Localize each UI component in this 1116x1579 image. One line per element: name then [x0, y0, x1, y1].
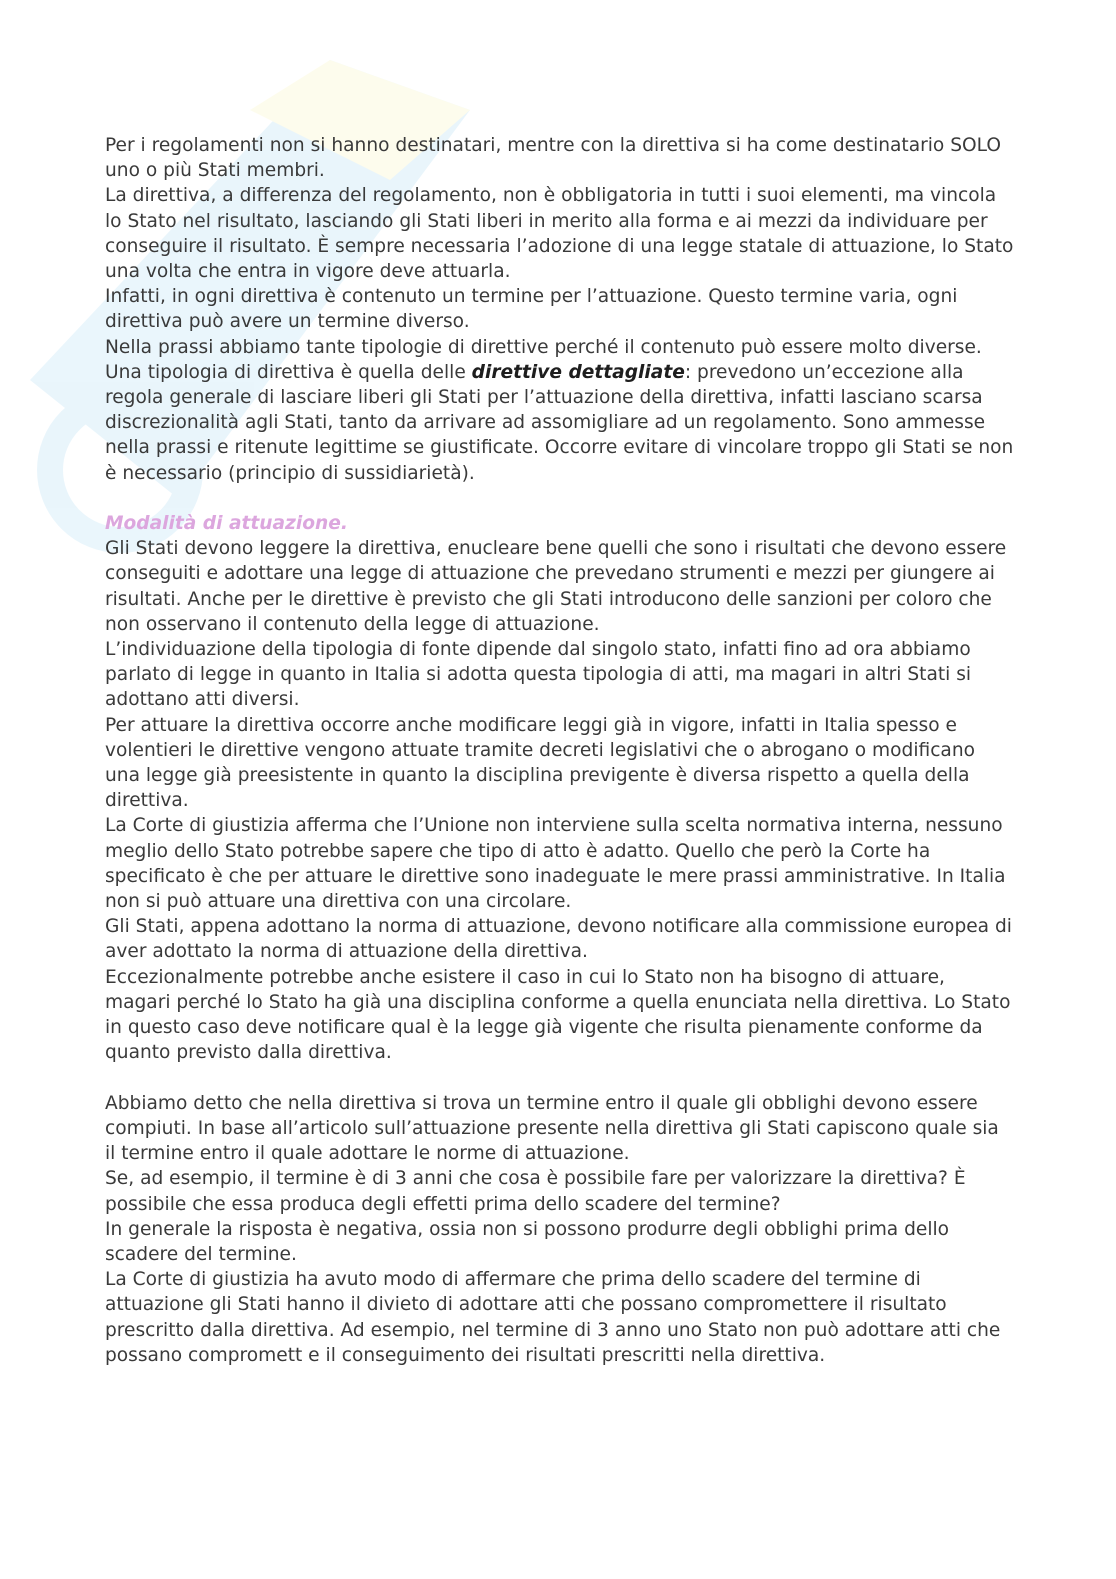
paragraph: La Corte di giustizia afferma che l’Unione non interviene sulla scelta normativa interna, nessuno meglio dello Stato potrebbe sapere che tipo di atto è adatto. Quello che però la Corte ha specificato è che per attuare le direttive sono inadeguate le mere prassi amministrative. In Italia non si può attuare una direttiva con una circolare.: [105, 815, 1006, 913]
section-heading: Modalità di attuazione.: [105, 513, 348, 535]
paragraph: Per attuare la direttiva occorre anche modificare leggi già in vigore, infatti in Italia spesso e volentieri le direttive vengono attuate tramite decreti legislativi che o abrogano o modificano una legge già preesistente in quanto la disciplina previgente è diversa rispetto a quella della direttiva.: [105, 714, 975, 812]
text-run: Nella prassi abbiamo tante tipologie di direttive perché il contenuto può essere molto diverse. Una tipologia di direttiva è quella delle: [105, 336, 982, 383]
paragraph: Gli Stati, appena adottano la norma di attuazione, devono notificare alla commissione europea di aver adottato la norma di attuazione della direttiva.: [105, 916, 1012, 963]
document-body: [105, 133, 1015, 1368]
paragraph: Abbiamo detto che nella direttiva si trova un termine entro il quale gli obblighi devono essere compiuti. In base all’articolo sull’attuazione presente nella direttiva gli Stati capiscono quale sia il termine entro il quale adottare le norme di attuazione.: [105, 1092, 999, 1165]
paragraph: Eccezionalmente potrebbe anche esistere il caso in cui lo Stato non ha bisogno di attuare, magari perché lo Stato ha già una disciplina conforme a quella enunciata nella direttiva. Lo Stato in questo caso deve notificare qual è la legge già vigente che risulta pienamente conforme da quanto previsto dalla direttiva.: [105, 966, 1011, 1064]
paragraph: Per i regolamenti non si hanno destinatari, mentre con la direttiva si ha come destinatario SOLO uno o più Stati membri.: [105, 135, 1001, 182]
spacer: [105, 486, 1015, 511]
highlighted-term: direttive dettagliate: [471, 361, 685, 383]
text-run: : prevedono un’eccezione alla regola generale di lasciare liberi gli Stati per l’attuazione della direttiva, infatti lasciano scarsa discrezionalità agli Stati, tanto da arrivare ad assomigliare ad un regolamento. Sono ammesse nella prassi e ritenute legittime se giustificate. Occorre evitare di vincolare troppo gli Stati se non è necessario (principio di sussidiarietà).: [105, 361, 1014, 484]
paragraph: La direttiva, a differenza del regolamento, non è obbligatoria in tutti i suoi elementi, ma vincola lo Stato nel risultato, lasciando gli Stati liberi in merito alla forma e ai mezzi da individuare per conseguire il risultato. È sempre necessaria l’adozione di una legge statale di attuazione, lo Stato una volta che entra in vigore deve attuarla.: [105, 185, 1014, 283]
paragraph: In generale la risposta è negativa, ossia non si possono produrre degli obblighi prima dello scadere del termine.: [105, 1218, 950, 1265]
paragraph: Se, ad esempio, il termine è di 3 anni che cosa è possibile fare per valorizzare la direttiva? È possibile che essa produca degli effetti prima dello scadere del termine?: [105, 1168, 966, 1215]
spacer: [105, 1066, 1015, 1091]
paragraph: Infatti, in ogni direttiva è contenuto un termine per l’attuazione. Questo termine varia, ogni direttiva può avere un termine diverso.: [105, 286, 958, 333]
paragraph: La Corte di giustizia ha avuto modo di affermare che prima dello scadere del termine di attuazione gli Stati hanno il divieto di adottare atti che possano compromettere il risultato prescritto dalla direttiva. Ad esempio, nel termine di 3 anno uno Stato non può adottare atti che possano compromett e il conseguimento dei risultati prescritti nella direttiva.: [105, 1269, 1001, 1366]
paragraph: Gli Stati devono leggere la direttiva, enucleare bene quelli che sono i risultati che devono essere conseguiti e adottare una legge di attuazione che prevedano strumenti e mezzi per giungere ai risultati. Anche per le direttive è previsto che gli Stati introducono delle sanzioni per coloro che non osservano il contenuto della legge di attuazione.: [105, 538, 1007, 635]
paragraph-tipologie: [105, 335, 1015, 486]
paragraph: L’individuazione della tipologia di fonte dipende dal singolo stato, infatti fino ad ora abbiamo parlato di legge in quanto in Italia si adotta questa tipologia di atti, ma magari in altri Stati si adottano atti diversi.: [105, 639, 972, 711]
